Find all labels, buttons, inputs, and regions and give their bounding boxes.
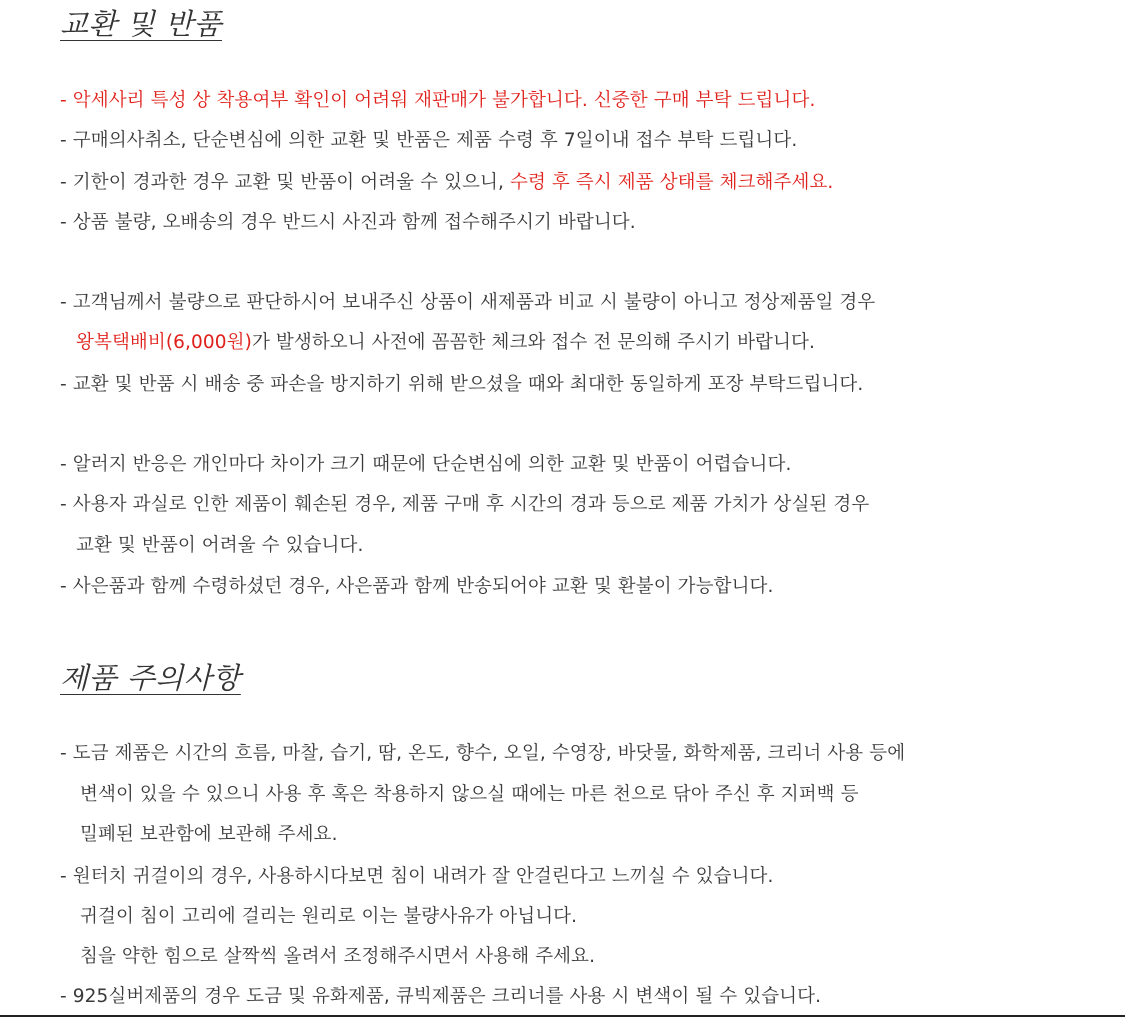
section-title-product-caution: 제품 주의사항	[60, 661, 241, 695]
caution-line-one-touch: - 원터치 귀걸이의 경우, 사용하시다보면 침이 내려가 잘 안걸린다고 느끼실 수 있습니다.	[60, 866, 774, 887]
caution-line-one-touch-reason: 귀걸이 침이 고리에 걸리는 원리로 이는 불량사유가 아닙니다.	[80, 906, 578, 927]
section-title-exchange-return: 교환 및 반품	[60, 7, 223, 41]
notice-line-gift: - 사은품과 함께 수령하셨던 경우, 사은품과 함께 반송되어야 교환 및 환불이 가능합니다.	[60, 576, 774, 597]
notice-line-defect-photo: - 상품 불량, 오배송의 경우 반드시 사진과 함께 접수해주시기 바랍니다.	[60, 212, 636, 233]
notice-line-shipping-fee-emphasis: 왕복택배비(6,000원)	[76, 332, 252, 353]
notice-line-user-fault-cont: 교환 및 반품이 어려울 수 있습니다.	[76, 535, 364, 556]
notice-line-resale: - 악세사리 특성 상 착용여부 확인이 어려워 재판매가 불가합니다. 신중한 구매 부탁 드립니다.	[60, 90, 816, 111]
notice-line-deadline	[60, 168, 833, 194]
caution-line-plating-storage: 밀폐된 보관함에 보관해 주세요.	[80, 824, 338, 845]
notice-line-change-of-mind: - 구매의사취소, 단순변심에 의한 교환 및 반품은 제품 수령 후 7일이내 접수 부탁 드립니다.	[60, 130, 798, 151]
notice-line-deadline-emphasis: 수령 후 즉시 제품 상태를 체크해주세요.	[509, 172, 834, 193]
notice-line-shipping-fee	[76, 328, 815, 354]
notice-line-deadline-text: - 기한이 경과한 경우 교환 및 반품이 어려울 수 있으니,	[60, 172, 510, 193]
caution-line-plating: - 도금 제품은 시간의 흐름, 마찰, 습기, 땀, 온도, 향수, 오일, 수영장, 바닷물, 화학제품, 크리너 사용 등에	[60, 743, 906, 764]
notice-line-packaging: - 교환 및 반품 시 배송 중 파손을 방지하기 위해 받으셨을 때와 최대한 동일하게 포장 부탁드립니다.	[60, 374, 864, 395]
notice-line-customer-judgment: - 고객님께서 불량으로 판단하시어 보내주신 상품이 새제품과 비교 시 불량이 아니고 정상제품일 경우	[60, 292, 876, 313]
notice-line-allergy: - 알러지 반응은 개인마다 차이가 크기 때문에 단순변심에 의한 교환 및 반품이 어렵습니다.	[60, 454, 792, 475]
notice-line-shipping-fee-text: 가 발생하오니 사전에 꼼꼼한 체크와 접수 전 문의해 주시기 바랍니다.	[251, 332, 815, 353]
notice-line-user-fault: - 사용자 과실로 인한 제품이 훼손된 경우, 제품 구매 후 시간의 경과 등으로 제품 가치가 상실된 경우	[60, 494, 870, 515]
caution-line-silver: - 925실버제품의 경우 도금 및 유화제품, 큐빅제품은 크리너를 사용 시 변색이 될 수 있습니다.	[60, 986, 822, 1007]
caution-line-one-touch-adjust: 침을 약한 힘으로 살짝씩 올려서 조정해주시면서 사용해 주세요.	[80, 946, 596, 967]
bottom-divider	[0, 1015, 1125, 1017]
caution-line-plating-cont: 변색이 있을 수 있으니 사용 후 혹은 착용하지 않으실 때에는 마른 천으로 닦아 주신 후 지퍼백 등	[80, 784, 859, 805]
